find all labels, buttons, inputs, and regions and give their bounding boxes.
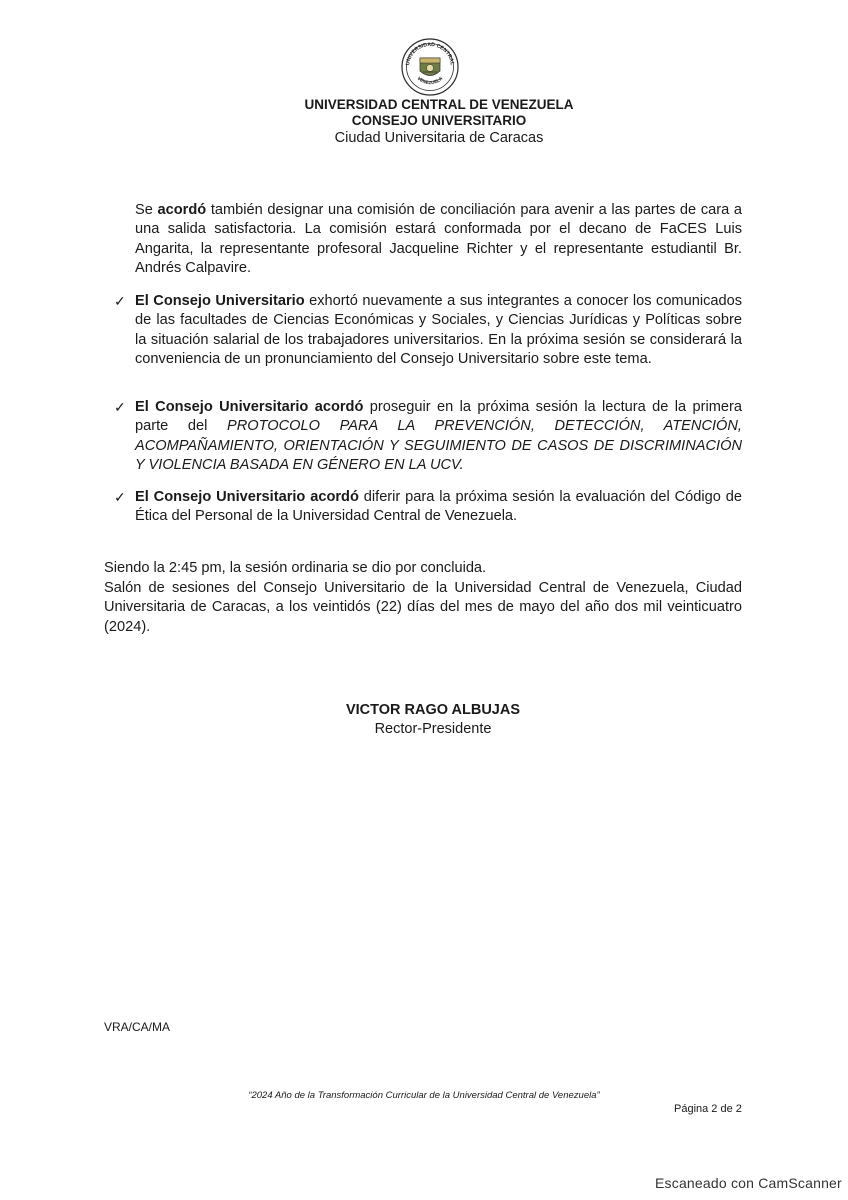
bold-run: El Consejo Universitario acordó <box>135 489 359 505</box>
bold-run: El Consejo Universitario <box>135 293 305 309</box>
svg-text:VENEZUELA: VENEZUELA <box>416 75 444 86</box>
bold-run: El Consejo Universitario acordó <box>135 399 364 415</box>
signatory-role: Rector-Presidente <box>374 721 492 737</box>
document-header <box>0 97 848 148</box>
text-run: exhortó nuevamente a sus integrantes a conocer los comunicados de las facultades de Ciencias Económicas y Sociales, y Ciencias Jurídicas y Políticas sobre la situación salarial de los trabajadores universitarios. En la próxima sesión se considerará la conveniencia de un pronunciamiento del Consejo Universitario sobre este tema. <box>135 293 743 367</box>
checkmark-icon: ✓ <box>114 399 126 415</box>
list-item <box>114 292 743 369</box>
campus-name: Ciudad Universitaria de Caracas <box>334 130 544 146</box>
closing-line: Salón de sesiones del Consejo Universitario de la Universidad Central de Venezuela, Ciudad Universitaria de Caracas, a los veintidós (22) días del mes de mayo del año dos mil veinticuatro (2024). <box>104 579 742 635</box>
text-run: también designar una comisión de conciliación para avenir a las partes de cara a una salida satisfactoria. La comisión estará conformada por el decano de FaCES Luis Angarita, la representante profesoral Jacqueline Richter y el representante estudiantil Br. Andrés Calpavire. <box>135 202 742 276</box>
scanner-watermark: Escaneado con CamScanner <box>655 1175 842 1191</box>
footer-motto: “2024 Año de la Transformación Curricular de la Universidad Central de Venezuela” <box>248 1090 600 1101</box>
text-run: diferir para la próxima sesión la evaluación del Código de Ética del Personal de la Universidad Central de Venezuela. <box>135 489 742 525</box>
text-run: Se <box>135 202 158 218</box>
closing-paragraph <box>104 559 742 637</box>
italic-run: PROTOCOLO PARA LA PREVENCIÓN, DETECCIÓN, ATENCIÓN, ACOMPAÑAMIENTO, ORIENTACIÓN Y SEGUIMIENTO DE CASOS DE DISCRIMINACIÓN Y VIOLENCIA BASADA EN GÉNERO EN LA UCV. <box>135 418 742 473</box>
council-name: CONSEJO UNIVERSITARIO <box>351 113 527 128</box>
paragraph-conciliation <box>135 201 742 278</box>
text-run: proseguir en la próxima sesión la lectura de la primera parte del <box>135 399 742 435</box>
list-item <box>114 488 742 527</box>
signature-block <box>0 701 848 739</box>
university-seal-logo <box>401 38 459 96</box>
university-name: UNIVERSIDAD CENTRAL DE VENEZUELA <box>304 97 574 112</box>
checkmark-icon: ✓ <box>114 489 126 505</box>
page-number: Página 2 de 2 <box>674 1103 742 1115</box>
bold-run: acordó <box>157 202 207 218</box>
closing-line: Siendo la 2:45 pm, la sesión ordinaria se dio por concluida. <box>104 560 487 576</box>
signatory-name: VICTOR RAGO ALBUJAS <box>345 702 520 718</box>
reference-initials: VRA/CA/MA <box>104 1020 171 1034</box>
svg-text:UNIVERSIDAD CENTRAL: UNIVERSIDAD CENTRAL <box>405 41 455 66</box>
list-item <box>114 398 742 475</box>
checkmark-icon: ✓ <box>114 293 126 309</box>
